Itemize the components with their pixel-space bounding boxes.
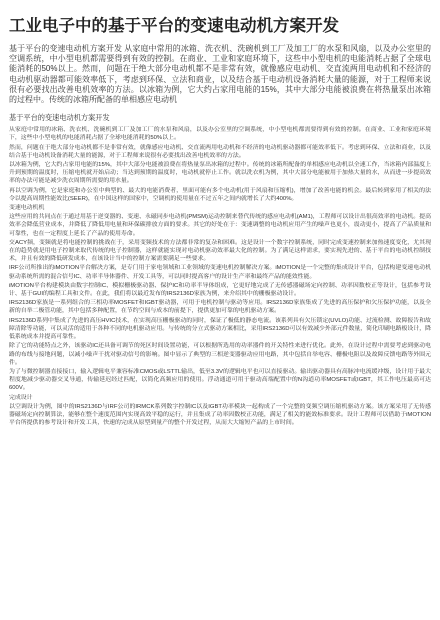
body-paragraph: IRS2136D系列中集成了先进的高压HVIC技术，在实现高压栅极驱动的同时，保证了极低的静态电流。该系列具有欠压锁定(UVLO)功能、过流检测、故障报告和故障清除等功能，可以灵活的适用于各种不同的电机驱动应用。与传统的分立式驱动方案相比，采用IRS2136D可以有效减少外部元件数量，简化印刷电路板设计，降低系统成本并提高可靠性。: [9, 317, 431, 341]
body-paragraph: 以冰箱为例，它大约占家用电能的15%，其中大部分电能被浪费在将热量泵出冰箱的过程中。传统的冰箱所配备的单相感应电动机以全速工作，当冰箱内部温度上升到预期的温度时，压缩电机就开始启动；当达到预期的温度时，电动机就停止工作。就以洗衣机为例，其中大部分电能被用于加热大量的水，从而进一步提高效率的办法可能是减少洗衣周期所需要的用水量。: [9, 162, 431, 185]
article-intro: 基于平台的变速电动机方案开发 从家庭中常用的冰箱、洗衣机、洗碗机到工厂及加工厂的水泵和风扇，以及办公室里的空调系统，中小型电机都需要得到有效的控制。在商业、工业和家庭环境下，这些中小型电机的电能消耗占据了全球电能消耗的50%以上。然而，问题在于绝大部分电动机都不是非常有效，就像感应电动机、交直流两用电动机和不经济的电动机驱动器都可能效率低下，考虑到环保、立法和商业，以及结合基于电动机设备消耗大量的能源，对于工程师来说很有必要找出改善电机效率的方法。以冰箱为例，它大约占家用电能的15%，其中大部分电能被浪费在将热量泵出冰箱的过程中。传统的冰箱所配备的单相感应电动机: [9, 44, 431, 105]
section-heading: 完成设计: [9, 394, 33, 401]
body-paragraph: IRS2136D家族是一系列组合的三相功率MOSFET和IGBT驱动器，可用于电机控制与驱动等应用。IRS2136D家族集成了先进的高压保护和欠压保护功能，以及全新的自举二极管功能，其中包括多种配置，在节约空间与成本的前提下，提供更加可靠的电机驱动方案。: [9, 300, 431, 315]
body-paragraph: 从家庭中常用的冰箱、洗衣机、洗碗机到工厂及加工厂的水泵和风扇，以及办公室里的空调系统，中小型电机都需要得到有效的控制。在商业、工业和家庭环境下，这些中小型电机的电能消耗占据了全球电能消耗的50%以上。: [9, 127, 431, 142]
article-title: 工业电子中的基于平台的变速电动机方案开发: [9, 17, 339, 35]
article-body: [9, 126, 431, 427]
body-paragraph: 再以空调为例，它是家庭和办公室中典型的、最大的电能消费者，里面可能有多个电动机(用于风扇和压缩机)，增加了改善电能的机会。最后转到家用了相关的法令以提高周期性能效比(SEER)，在中国这样的国家中，空调机的使用量在不过五年之间内就增长了大约400%。: [9, 187, 431, 202]
section-heading: 变速电动机机: [9, 205, 45, 212]
body-paragraph: 这些应用的共同点在于通过用基于逆变器的、变速、永磁同步电动机(PMSM)运动控制来替代传统的感应电动机(AM1)，工程师可以设计出很高效率的电动机。提高效率会降低营业成本，并降低了降低用电量和环保碳排放方面的要求。其它的好处在于：变速调整的电动机应用产生的噪声也更小，震动更小，提高了产品质量和可靠性，也在一定程度上延长了产品的使用寿命。: [9, 214, 431, 237]
article-subtitle: 基于平台的变速电动机方案开发: [9, 113, 110, 123]
body-paragraph: 交ACY频，变频就是将电能控制的挑战在于，采用变频技术的方法都非常的复杂和困难。这是设计一个数字控制系统，同时完成变速控制来加热速度变化，尤其现在的趋势就是用电子控制来取代传统的电子控制器，这样就能实现对电动机驱动效率最大化的控制。为了满足这样需求，要实现先进的、基于平台的电动机控制技术，并且有效的降低研发成本，在该设计当中的控制方案需要满足一些要求。: [9, 239, 431, 263]
body-paragraph: iMOTION平台构建模块由数字控制IC、模拟栅极驱动器、保护IC和功率半导体组成，它更好地完成了无传感器磁场定向控制、功率因数校正等设计，包括参考设计、基于GUI的编程工具和文件。在此，我们将以最近发布的IRS2136D家族为例，来介绍其中的栅极驱动设计。: [9, 282, 431, 298]
body-paragraph: 为了与微控制器直接接口，输入逻辑电平兼容标准CMOS或LSTTL输出，低至3.3V的逻辑电平也可以直接驱动。输出驱动器具有高脉冲电流缓冲级，设计用于最大程度地减少驱动器交叉导通，传输延迟经过匹配，以简化高频应用的使用。浮动通道可用于驱动高端配置中的N沟道功率MOSFET或IGBT，其工作电压最高可达600V。: [9, 368, 431, 392]
body-paragraph: 然而，问题在于绝大部分电动机都不是非常有效，就像感应电动机、交直流两用电动机和不经济的电动机驱动器都可能效率低下。考虑到环保、立法和商业，以及结合基于电动机设备消耗大量的能源，对于工程师来说很有必要找出改善电机效率的方法。: [9, 144, 431, 159]
body-paragraph: 除了它的功能特点之外，该驱动IC还具备可调节的死区时间设置功能，可以根据所选用的功率器件的开关特性来进行优化。此外，在设计过程中需要考虑到驱动电路的布线与接地问题，以减小噪声干扰对驱动信号的影响。图中显示了典型的三相逆变器驱动应用电路，其中包括自举电容、栅极电阻以及故障反馈电路等外围元件。: [9, 343, 431, 366]
body-paragraph: 以空调设计为例，图中的IRS2136D与IRF公司的IRMCK系列数字控制IC以及IGBT功率模块一起构成了一个完整的变频空调压缩机驱动方案。该方案采用了无传感器磁场定向控制算法，能够在整个速度范围内实现高效平稳的运行，并且集成了功率因数校正功能，满足了相关的能效标准要求。设计工程师可以借助于iMOTION平台所提供的参考设计和开发工具，快速的完成从原型到量产的整个开发过程，从而大大缩短产品的上市时间。: [9, 403, 431, 427]
body-paragraph: IRF公司所推出的iMOTION平台解决方案，是专门用于家电领域和工业领域的变速电机控制解决方案。iMOTION是一个完整的集成设计平台，包括构建变速电动机驱动系统所需的混合信号IC、功率半导体器件、开发工具等，可以同时提高客户的设计生产率和最终产品的能效性能。: [9, 265, 431, 280]
